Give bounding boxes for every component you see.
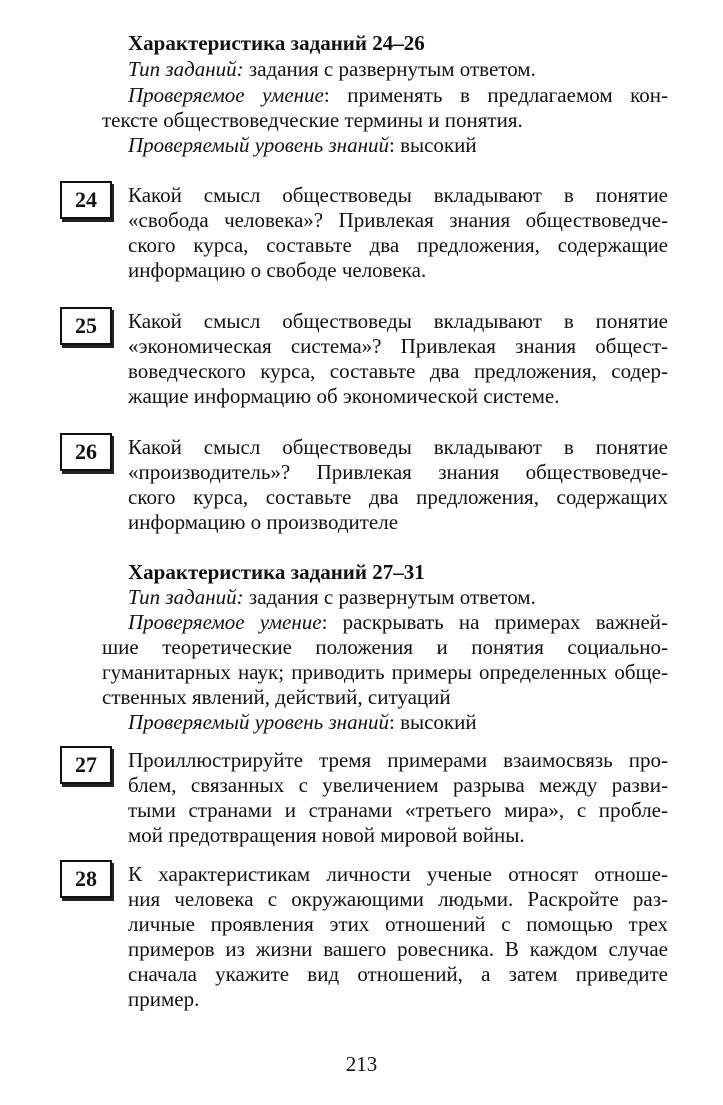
skill-label: Проверяемое умение xyxy=(128,610,322,634)
skill-text-1: : применять в предлагаемом кон- xyxy=(323,83,668,107)
task-28-line-5: сначала укажите вид отношений, а затем приведите xyxy=(128,962,668,986)
task-27-line-3: тыми странами и странами «третьего мира», с пробле- xyxy=(128,798,668,822)
task-25-line-3: воведческого курса, составьте два предложения, содер- xyxy=(128,359,668,383)
task-number-box: 27 xyxy=(60,746,112,784)
task-27-line-2: блем, связанных с увеличением разрыва между разви- xyxy=(128,773,668,797)
task-28-line-1: К характеристикам личности ученые относят отноше- xyxy=(128,862,668,886)
level-text: : высокий xyxy=(389,133,477,157)
skill-line-2: шие теоретические положения и понятия социально- xyxy=(102,635,668,659)
task-24-line-4: информацию о свободе человека. xyxy=(128,258,427,282)
task-number-box: 28 xyxy=(60,860,112,898)
task-number-box: 24 xyxy=(60,181,112,219)
task-25-line-4: жащие информацию об экономической системе. xyxy=(128,384,560,408)
task-26-line-2: «производитель»? Привлекая знания обществоведче- xyxy=(128,460,668,484)
section-heading-24-26: Характеристика заданий 24–26 xyxy=(128,31,425,55)
skill-label: Проверяемое умение xyxy=(128,83,324,107)
task-number-box: 26 xyxy=(60,433,112,471)
level-text: : высокий xyxy=(389,710,477,734)
task-25-line-1: Какой смысл обществоведы вкладывают в понятие xyxy=(128,309,668,333)
task-27-line-4: мой предотвращения новой мировой войны. xyxy=(128,823,525,847)
skill-line-1 xyxy=(128,610,668,635)
task-type-text: задания с развернутым ответом. xyxy=(243,57,536,81)
task-25-line-2: «экономическая система»? Привлекая знания общест- xyxy=(128,334,668,358)
task-type-line xyxy=(128,585,536,610)
skill-text-1: : раскрывать на примерах важней- xyxy=(321,610,668,634)
task-26-line-4: информацию о производителе xyxy=(128,510,399,534)
level-line xyxy=(128,133,477,158)
task-28-line-4: примеров из жизни вашего ровесника. В каждом случае xyxy=(128,937,668,961)
task-type-label: Тип заданий: xyxy=(128,585,244,609)
task-type-line xyxy=(128,57,536,82)
task-28-line-6: пример. xyxy=(128,987,200,1011)
skill-line-1 xyxy=(128,83,668,108)
task-26-line-1: Какой смысл обществоведы вкладывают в понятие xyxy=(128,435,668,459)
task-24-line-3: ского курса, составьте два предложения, содержащие xyxy=(128,233,668,257)
level-label: Проверяемый уровень знаний xyxy=(128,133,389,157)
task-27-line-1: Проиллюстрируйте тремя примерами взаимосвязь про- xyxy=(128,748,668,772)
skill-line-4: ственных явлений, действий, ситуаций xyxy=(102,685,451,709)
task-type-label: Тип заданий: xyxy=(128,57,244,81)
skill-line-3: гуманитарных наук; приводить примеры определенных обще- xyxy=(102,660,668,684)
task-28-line-2: ния человека с окружающими людьми. Раскройте раз- xyxy=(128,887,668,911)
level-label: Проверяемый уровень знаний xyxy=(128,710,389,734)
task-24-line-1: Какой смысл обществоведы вкладывают в понятие xyxy=(128,183,668,207)
section-heading-27-31: Характеристика заданий 27–31 xyxy=(128,560,425,584)
task-number-box: 25 xyxy=(60,307,112,345)
skill-line-2: тексте обществоведческие термины и понятия. xyxy=(102,108,523,132)
task-type-text: задания с развернутым ответом. xyxy=(243,585,536,609)
task-26-line-3: ского курса, составьте два предложения, содержащих xyxy=(128,485,668,509)
level-line xyxy=(128,710,477,735)
task-24-line-2: «свобода человека»? Привлекая знания обществоведче- xyxy=(128,208,668,232)
page-number: 213 xyxy=(345,1052,378,1076)
task-28-line-3: личные проявления этих отношений с помощью трех xyxy=(128,912,668,936)
